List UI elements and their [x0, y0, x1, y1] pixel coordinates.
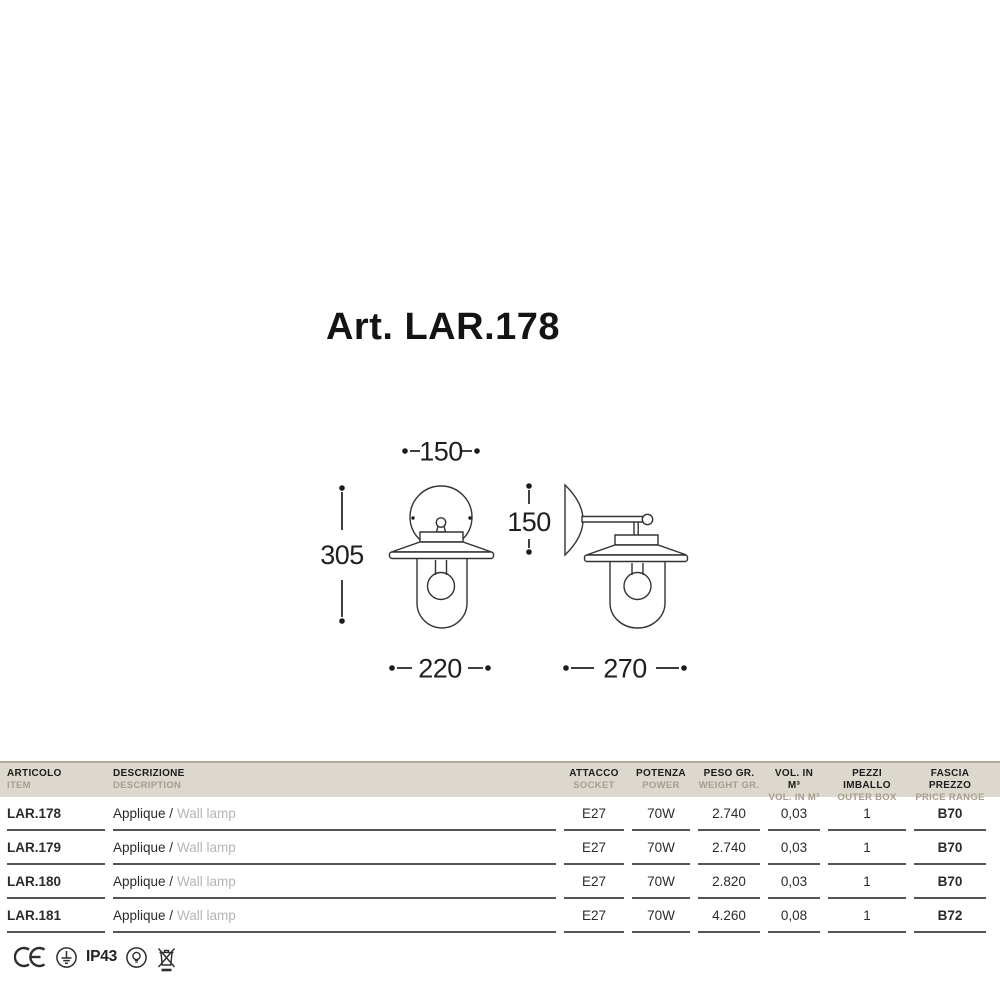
description-cell	[113, 831, 556, 865]
description-main: Applique /	[113, 873, 174, 889]
socket-cell: E27	[564, 865, 624, 899]
pieces-cell: 1	[828, 899, 906, 933]
weight-cell: 4.260	[698, 899, 760, 933]
shade-cone-side	[587, 545, 687, 555]
power-cell: 70W	[632, 865, 690, 899]
dim-height-label: 305	[320, 540, 364, 570]
dimension-width-top	[402, 437, 480, 467]
column-header	[632, 768, 690, 797]
shade-rim-side	[585, 555, 688, 562]
shade-cone	[392, 542, 492, 552]
dimension-side-height	[507, 483, 551, 555]
protective-earth-icon	[55, 946, 78, 969]
weight-cell: 2.740	[698, 797, 760, 831]
description-sub: Wall lamp	[177, 805, 236, 821]
ip-rating: IP43	[86, 948, 118, 965]
column-header-sub: ITEM	[7, 780, 31, 791]
power-cell: 70W	[632, 899, 690, 933]
dim-side-height-label: 150	[507, 507, 551, 537]
volume-cell: 0,03	[768, 797, 820, 831]
column-header	[564, 768, 624, 797]
ce-mark-icon	[14, 946, 47, 968]
column-header-main: ARTICOLO	[7, 768, 62, 779]
socket-cell: E27	[564, 899, 624, 933]
glass-diffuser-side	[610, 561, 665, 628]
column-header	[768, 768, 820, 803]
article-cell: LAR.179	[7, 831, 105, 865]
column-header-main: VOL. IN M³	[774, 768, 814, 791]
article-cell: LAR.181	[7, 899, 105, 933]
column-header	[828, 768, 906, 803]
price-cell: B70	[914, 797, 986, 831]
table-row	[0, 899, 1000, 933]
column-header	[113, 768, 556, 797]
column-header-main: FASCIA PREZZO	[928, 768, 972, 791]
dim-width-top-label: 150	[419, 436, 463, 467]
technical-drawing	[300, 425, 700, 695]
power-cell: 70W	[632, 831, 690, 865]
volume-cell: 0,03	[768, 831, 820, 865]
description-sub: Wall lamp	[177, 839, 236, 855]
volume-cell: 0,08	[768, 899, 820, 933]
description-sub: Wall lamp	[177, 907, 236, 923]
table-body	[0, 797, 1000, 933]
column-header-main: PEZZI IMBALLO	[843, 768, 891, 791]
table-row	[0, 831, 1000, 865]
socket-cell: E27	[564, 831, 624, 865]
dim-side-bottom-label: 270	[603, 653, 647, 684]
description-cell	[113, 865, 556, 899]
weee-crossed-bin-icon	[156, 946, 177, 973]
pieces-cell: 1	[828, 797, 906, 831]
weight-cell: 2.820	[698, 865, 760, 899]
dimension-height	[320, 485, 364, 624]
price-cell: B72	[914, 899, 986, 933]
column-header-sub: POWER	[642, 780, 680, 791]
description-main: Applique /	[113, 805, 174, 821]
volume-cell: 0,03	[768, 865, 820, 899]
table-header	[0, 761, 1000, 803]
column-header	[914, 768, 986, 803]
front-view	[390, 486, 494, 628]
price-cell: B70	[914, 831, 986, 865]
column-header	[7, 768, 105, 797]
column-header-sub: PRICE RANGE	[915, 792, 985, 803]
hanger-stem	[634, 522, 638, 535]
column-header-sub: VOL. IN M³	[768, 792, 820, 803]
screw-dot-left	[411, 516, 414, 519]
lamp-body	[420, 532, 463, 542]
description-main: Applique /	[113, 907, 174, 923]
pieces-cell: 1	[828, 831, 906, 865]
screw-dot-right	[468, 516, 471, 519]
column-header-sub: WEIGHT GR.	[698, 780, 760, 791]
column-header-sub: OUTER BOX	[837, 792, 897, 803]
pieces-cell: 1	[828, 865, 906, 899]
description-sub: Wall lamp	[177, 873, 236, 889]
price-cell: B70	[914, 865, 986, 899]
column-header	[698, 768, 760, 797]
dimension-width-bottom	[389, 654, 491, 684]
dimension-side-bottom	[563, 654, 687, 684]
description-main: Applique /	[113, 839, 174, 855]
column-header-main: POTENZA	[636, 768, 686, 779]
column-header-main: PESO GR.	[703, 768, 755, 779]
lamp-body-side	[615, 535, 658, 545]
certification-icons	[14, 943, 177, 971]
column-header-main: ATTACCO	[569, 768, 619, 779]
article-cell: LAR.178	[7, 797, 105, 831]
arm-ball	[642, 514, 652, 524]
column-header-sub: SOCKET	[573, 780, 615, 791]
finial-ball	[436, 518, 445, 527]
weight-cell: 2.740	[698, 831, 760, 865]
wall-dome	[565, 485, 583, 555]
description-cell	[113, 899, 556, 933]
shade-rim	[390, 552, 494, 559]
imq-quality-mark-icon	[125, 946, 148, 969]
article-cell: LAR.180	[7, 865, 105, 899]
description-cell	[113, 797, 556, 831]
dim-width-bottom-label: 220	[418, 653, 462, 684]
side-view	[565, 485, 688, 628]
arm	[582, 517, 644, 523]
column-header-sub: DESCRIPTION	[113, 780, 182, 791]
socket-cell: E27	[564, 797, 624, 831]
glass-diffuser	[417, 558, 467, 628]
page-title: Art. LAR.178	[325, 306, 561, 348]
column-header-main: DESCRIZIONE	[113, 768, 185, 779]
table-row	[0, 797, 1000, 831]
table-row	[0, 865, 1000, 899]
power-cell: 70W	[632, 797, 690, 831]
